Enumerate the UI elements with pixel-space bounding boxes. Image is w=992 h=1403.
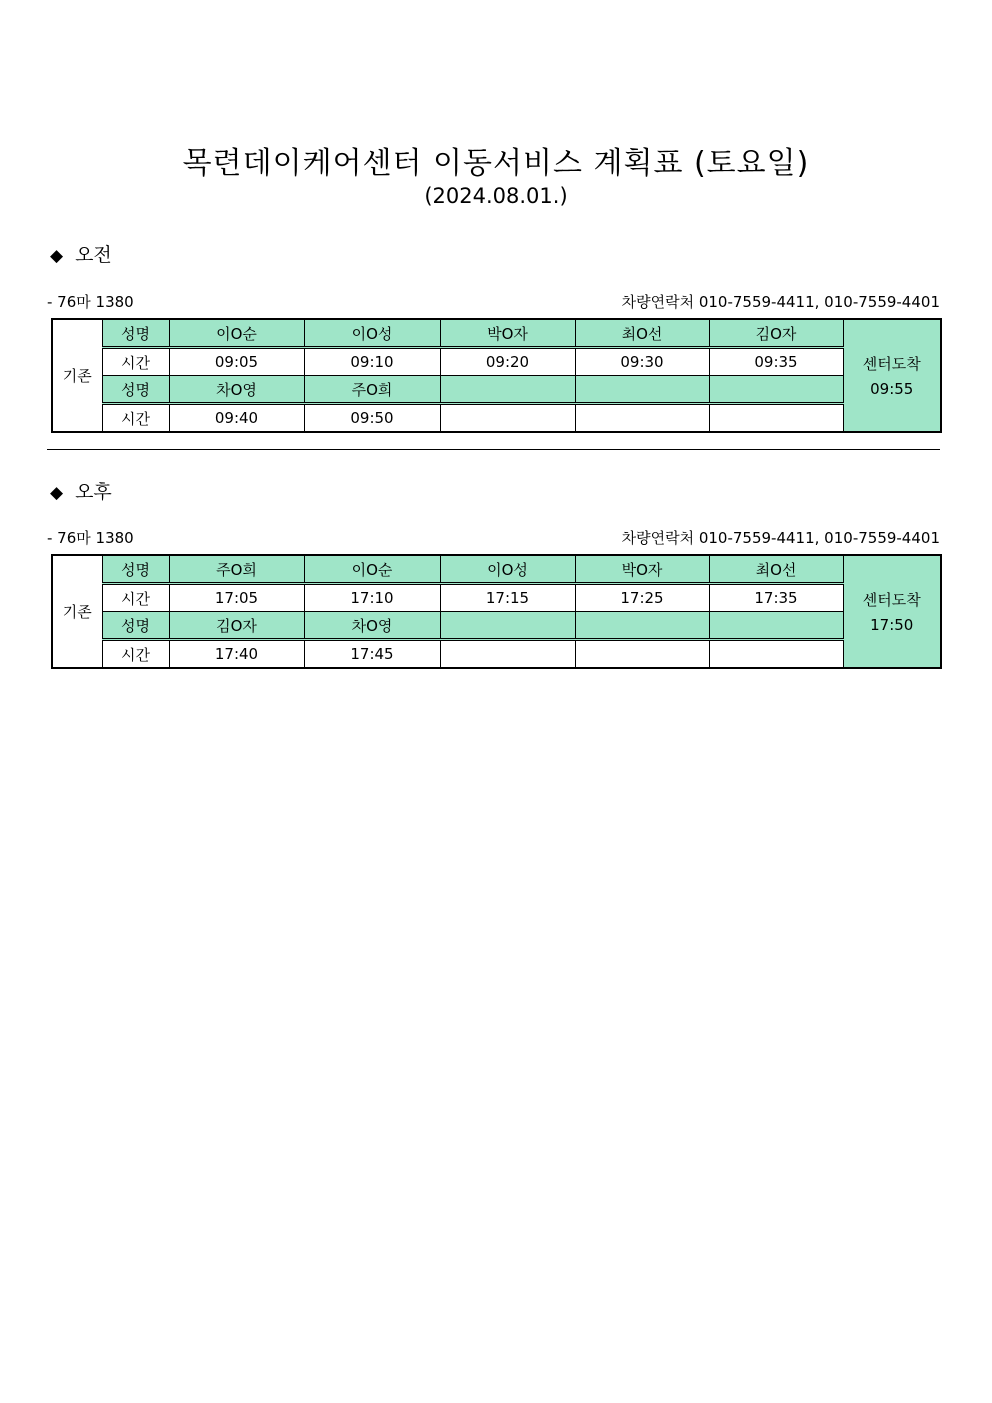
dropoff-time: 17:25: [575, 584, 709, 612]
pickup-time: 09:20: [440, 348, 575, 376]
pickup-time: [440, 404, 575, 433]
pickup-time: 09:05: [169, 348, 304, 376]
name-label: 성명: [102, 376, 169, 404]
name-label: 성명: [102, 319, 169, 348]
passenger-name: 차O영: [304, 612, 440, 640]
dropoff-time: [709, 640, 843, 669]
passenger-name: 김O자: [709, 319, 843, 348]
dropoff-time: 17:15: [440, 584, 575, 612]
vehicle-number: - 76마 1380: [47, 529, 134, 547]
time-label: 시간: [102, 348, 169, 376]
diamond-icon: ◆: [50, 483, 64, 503]
table-row: [52, 640, 941, 669]
table-row: [52, 319, 941, 348]
dropoff-time: [575, 640, 709, 669]
dropoff-time: 17:45: [304, 640, 440, 669]
schedule-table-afternoon: [51, 554, 942, 669]
pickup-time: 09:50: [304, 404, 440, 433]
passenger-name: [575, 376, 709, 404]
time-label: 시간: [102, 584, 169, 612]
vehicle-contact: 차량연락처 010-7559-4411, 010-7559-4401: [621, 529, 940, 547]
vehicle-number: - 76마 1380: [47, 293, 134, 311]
arrival-label: 센터도착: [862, 355, 921, 373]
vehicle-info-afternoon: [47, 527, 940, 548]
dropoff-time: [440, 640, 575, 669]
table-row: [52, 584, 941, 612]
passenger-name: 박O자: [440, 319, 575, 348]
name-label: 성명: [102, 555, 169, 584]
passenger-name: [709, 612, 843, 640]
passenger-name: 주O희: [169, 555, 304, 584]
passenger-name: 최O선: [709, 555, 843, 584]
pickup-time: 09:40: [169, 404, 304, 433]
passenger-name: 이O순: [169, 319, 304, 348]
passenger-name: [440, 612, 575, 640]
time-label: 시간: [102, 640, 169, 669]
table-row: [52, 404, 941, 433]
page-date: (2024.08.01.): [424, 184, 568, 208]
passenger-name: 주O희: [304, 376, 440, 404]
passenger-name: 최O선: [575, 319, 709, 348]
table-row: [52, 348, 941, 376]
page-title: 목련데이케어센터 이동서비스 계획표 (토요일): [182, 146, 810, 181]
group-label: 기존: [52, 555, 102, 668]
section-name: 오후: [75, 481, 112, 503]
pickup-time: 09:35: [709, 348, 843, 376]
arrival-cell: [843, 319, 941, 432]
table-row: [52, 376, 941, 404]
pickup-time: [575, 404, 709, 433]
passenger-name: 김O자: [169, 612, 304, 640]
dropoff-time: 17:10: [304, 584, 440, 612]
section-name: 오전: [75, 244, 112, 266]
table-row: [52, 555, 941, 584]
name-label: 성명: [102, 612, 169, 640]
passenger-name: 차O영: [169, 376, 304, 404]
passenger-name: [709, 376, 843, 404]
table-row: [52, 612, 941, 640]
passenger-name: [440, 376, 575, 404]
pickup-time: [709, 404, 843, 433]
arrival-time: 17:50: [870, 616, 914, 634]
vehicle-info-morning: [47, 291, 940, 312]
arrival-cell: [843, 555, 941, 668]
pickup-time: 09:30: [575, 348, 709, 376]
group-label: 기존: [52, 319, 102, 432]
dropoff-time: 17:35: [709, 584, 843, 612]
time-label: 시간: [102, 404, 169, 433]
pickup-time: 09:10: [304, 348, 440, 376]
arrival-time: 09:55: [870, 380, 914, 398]
diamond-icon: ◆: [50, 246, 64, 266]
passenger-name: 이O성: [304, 319, 440, 348]
vehicle-contact: 차량연락처 010-7559-4411, 010-7559-4401: [621, 293, 940, 311]
section-heading-afternoon: [50, 477, 112, 504]
schedule-table-morning: [51, 318, 942, 433]
dropoff-time: 17:40: [169, 640, 304, 669]
passenger-name: [575, 612, 709, 640]
section-divider: [47, 449, 940, 450]
passenger-name: 이O성: [440, 555, 575, 584]
passenger-name: 이O순: [304, 555, 440, 584]
section-heading-morning: [50, 240, 112, 267]
passenger-name: 박O자: [575, 555, 709, 584]
arrival-label: 센터도착: [862, 591, 921, 609]
dropoff-time: 17:05: [169, 584, 304, 612]
